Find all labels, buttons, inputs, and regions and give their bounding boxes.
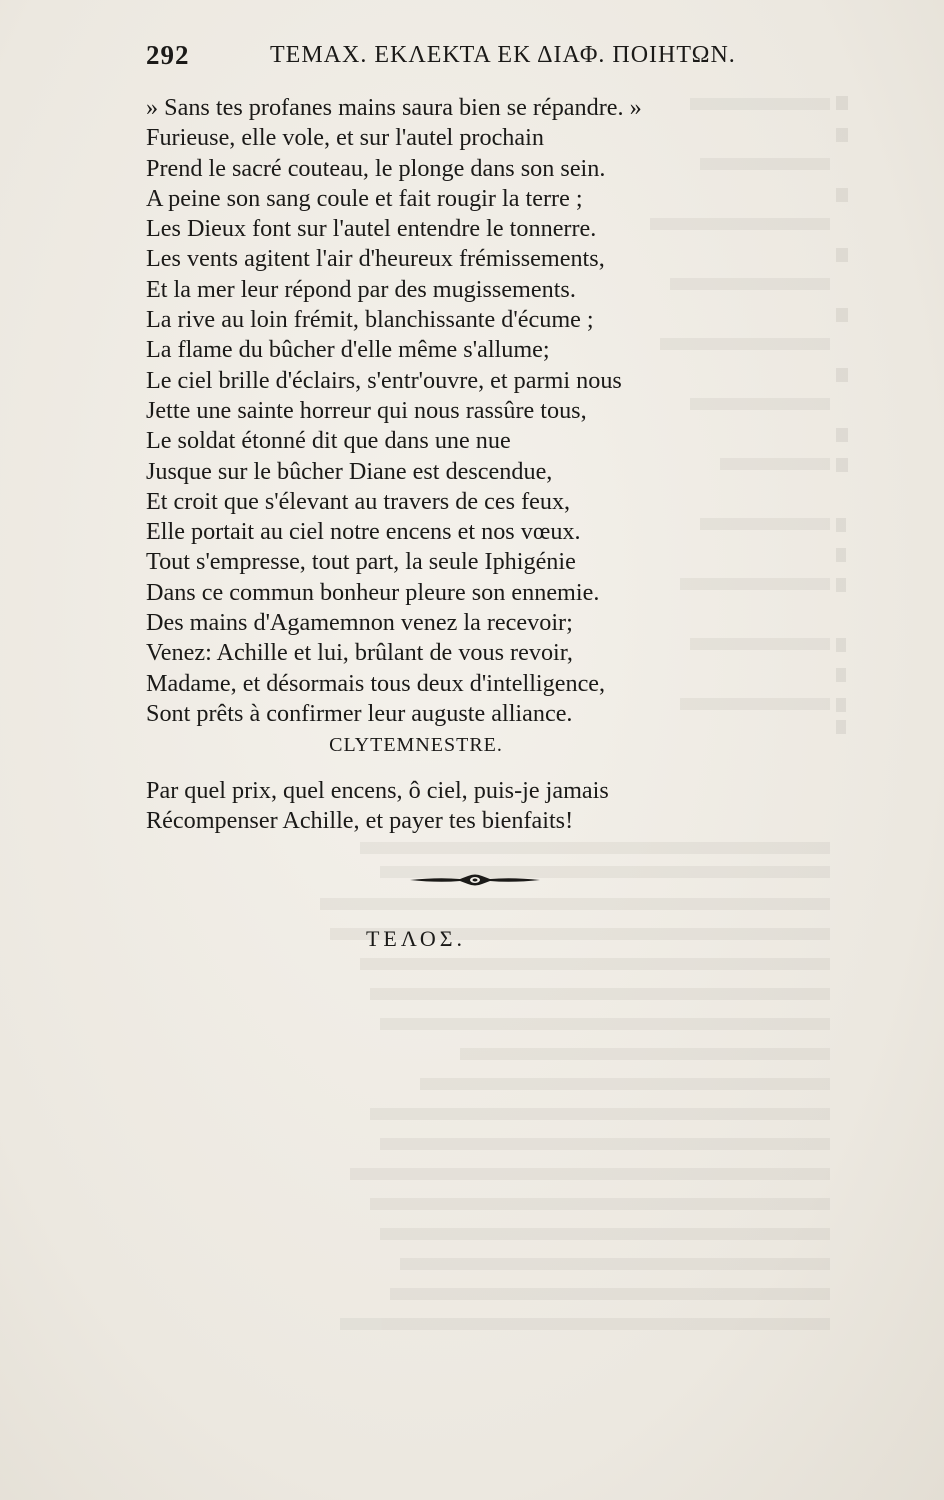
verse-line: Venez: Achille et lui, brûlant de vous revoir, (146, 639, 573, 667)
verse-line: Récompenser Achille, et payer tes bienfaits! (146, 807, 574, 835)
verse-line: Prend le sacré couteau, le plonge dans son sein. (146, 154, 606, 182)
verse-block (146, 93, 766, 729)
verse-line: Les vents agitent l'air d'heureux frémissements, (146, 245, 605, 273)
verse-line: Et croit que s'élevant au travers de ces feux, (146, 487, 571, 515)
verse-line: Des mains d'Agamemnon venez la recevoir; (146, 609, 573, 637)
verse-line: » Sans tes profanes mains saura bien se répandre. » (146, 94, 642, 121)
verse-line: Madame, et désormais tous deux d'intelligence, (146, 669, 606, 697)
verse-line: Jette une sainte horreur qui nous rassûre tous, (146, 396, 587, 424)
verse-line: Elle portait au ciel notre encens et nos vœux. (146, 518, 581, 546)
verse-line: Furieuse, elle vole, et sur l'autel prochain (146, 124, 544, 152)
final-verse-block (146, 776, 766, 837)
speaker-name: CLYTEMNESTRE. (329, 734, 503, 756)
page-number: 292 (146, 40, 190, 70)
verse-line: Et la mer leur répond par des mugissements. (146, 275, 576, 303)
verse-line: Dans ce commun bonheur pleure son ennemie. (146, 578, 600, 606)
verse-line: Sont prêts à confirmer leur auguste alliance. (146, 699, 573, 727)
verse-line: Le soldat étonné dit que dans une nue (146, 427, 511, 455)
verse-line: A peine son sang coule et fait rougir la terre ; (146, 184, 583, 212)
ornament-divider (408, 872, 542, 888)
verse-line: La rive au loin frémit, blanchissante d'écume ; (146, 306, 594, 334)
page-header (146, 40, 736, 80)
verse-line: Tout s'empresse, tout part, la seule Iphigénie (146, 548, 576, 576)
verse-line: Les Dieux font sur l'autel entendre le tonnerre. (146, 215, 597, 243)
verse-line: Par quel prix, quel encens, ô ciel, puis-je jamais (146, 777, 609, 804)
end-word: ΤΕΛΟΣ. (365, 926, 467, 951)
running-head: ΤΕΜΑΧ. ΕΚΛΕΚΤΑ ΕΚ ΔΙΑΦ. ΠΟΙΗΤΩΝ. (270, 42, 736, 68)
verse-line: La flame du bûcher d'elle même s'allume; (146, 336, 550, 364)
verse-line: Jusque sur le bûcher Diane est descendue, (146, 457, 553, 485)
verse-line: Le ciel brille d'éclairs, s'entr'ouvre, et parmi nous (146, 366, 622, 394)
